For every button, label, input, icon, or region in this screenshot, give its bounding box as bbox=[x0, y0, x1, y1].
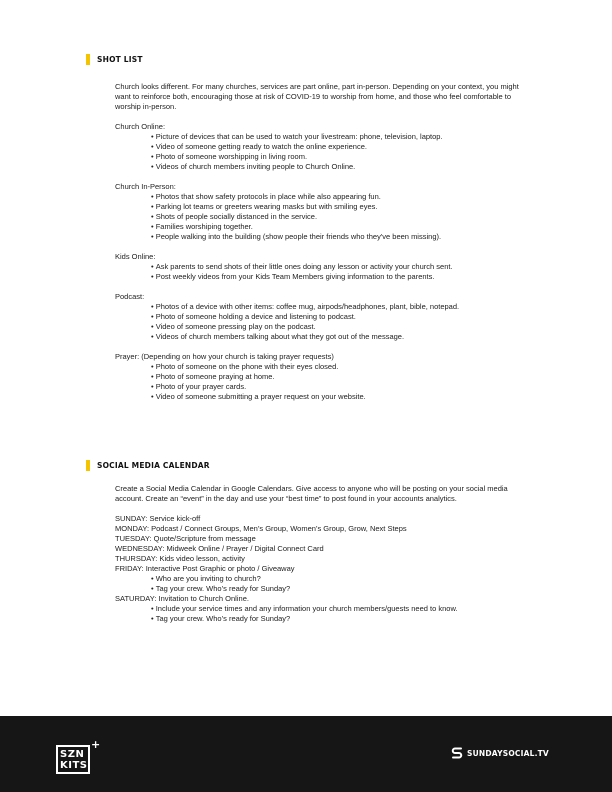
shot-group-church-in-person bbox=[115, 182, 525, 242]
heading-accent-bar bbox=[86, 460, 90, 471]
group-label: Podcast: bbox=[115, 292, 145, 301]
shot-group-prayer bbox=[115, 352, 525, 402]
calendar-day-friday: FRIDAY: Interactive Post Graphic or photo / Giveaway bbox=[115, 564, 295, 573]
heading-accent-bar bbox=[86, 54, 90, 65]
list-item: • Photo of someone praying at home. bbox=[151, 372, 525, 382]
shot-group-church-online bbox=[115, 122, 525, 172]
shot-group-kids-online bbox=[115, 252, 525, 282]
group-label: Kids Online: bbox=[115, 252, 156, 261]
list-item: • Video of someone submitting a prayer request on your website. bbox=[151, 392, 525, 402]
list-item: • Video of someone getting ready to watch the online experience. bbox=[151, 142, 525, 152]
group-label: Prayer: (Depending on how your church is taking prayer requests) bbox=[115, 352, 334, 361]
brand-url: SUNDAYSOCIAL.TV bbox=[467, 748, 549, 758]
list-item: • Picture of devices that can be used to watch your livestream: phone, television, laptop. bbox=[151, 132, 525, 142]
shot-list-heading bbox=[86, 54, 143, 65]
szn-kits-logo bbox=[56, 738, 101, 774]
list-item: • Videos of church members talking about what they got out of the message. bbox=[151, 332, 525, 342]
list-item: • Photo of someone holding a device and listening to podcast. bbox=[151, 312, 525, 322]
list-item: • Photos that show safety protocols in place while also appearing fun. bbox=[151, 192, 525, 202]
sundaysocial-brand bbox=[451, 746, 549, 760]
calendar-day-sunday: SUNDAY: Service kick-off bbox=[115, 514, 201, 523]
social-calendar-intro: Create a Social Media Calendar in Google Calendars. Give access to anyone who will be posting on your social media account. Create an “event” in the day and use your “best time” to post found in your accounts analytics. bbox=[115, 484, 508, 503]
list-item: • Photo of someone on the phone with their eyes closed. bbox=[151, 362, 525, 372]
list-item: • Video of someone pressing play on the podcast. bbox=[151, 322, 525, 332]
calendar-days bbox=[115, 514, 525, 624]
calendar-day-saturday: SATURDAY: Invitation to Church Online. bbox=[115, 594, 249, 603]
list-item: • Who are you inviting to church? bbox=[151, 574, 525, 584]
list-item: • Parking lot teams or greeters wearing masks but with smiling eyes. bbox=[151, 202, 525, 212]
list-item: • Photo of someone worshipping in living room. bbox=[151, 152, 525, 162]
calendar-day-thursday: THURSDAY: Kids video lesson, activity bbox=[115, 554, 245, 563]
footer bbox=[0, 716, 612, 792]
list-item: • Shots of people socially distanced in the service. bbox=[151, 212, 525, 222]
calendar-day-tuesday: TUESDAY: Quote/Scripture from message bbox=[115, 534, 256, 543]
social-calendar-title: SOCIAL MEDIA CALENDAR bbox=[97, 461, 210, 470]
list-item: • Post weekly videos from your Kids Team Members giving information to the parents. bbox=[151, 272, 525, 282]
list-item: • Photo of your prayer cards. bbox=[151, 382, 525, 392]
s-logo-icon bbox=[451, 746, 463, 760]
list-item: • Include your service times and any information your church members/guests need to know. bbox=[151, 604, 525, 614]
shot-list-title: SHOT LIST bbox=[97, 55, 143, 64]
list-item: • Families worshiping together. bbox=[151, 222, 525, 232]
list-item: • Ask parents to send shots of their little ones doing any lesson or activity your church sent. bbox=[151, 262, 525, 272]
calendar-day-monday: MONDAY: Podcast / Connect Groups, Men’s Group, Women’s Group, Grow, Next Steps bbox=[115, 524, 407, 533]
calendar-day-wednesday: WEDNESDAY: Midweek Online / Prayer / Digital Connect Card bbox=[115, 544, 324, 553]
list-item: • Tag your crew. Who’s ready for Sunday? bbox=[151, 614, 525, 624]
logo-plus-icon: + bbox=[91, 738, 101, 751]
list-item: • Tag your crew. Who’s ready for Sunday? bbox=[151, 584, 525, 594]
social-calendar-body bbox=[115, 484, 525, 624]
shot-list-intro: Church looks different. For many churches, services are part online, part in-person. Depending on your context, you might want to reinforce both, encouraging those at risk of COVID-19 to worship from home, and those who feel comfortable to worship in-person. bbox=[115, 82, 519, 111]
list-item: • Videos of church members inviting people to Church Online. bbox=[151, 162, 525, 172]
shot-group-podcast bbox=[115, 292, 525, 342]
list-item: • People walking into the building (show people their friends who they've been missing). bbox=[151, 232, 525, 242]
logo-line-2: KITS bbox=[60, 760, 88, 771]
group-label: Church In-Person: bbox=[115, 182, 176, 191]
shot-list-body bbox=[115, 82, 525, 402]
logo-line-1: SZN bbox=[60, 749, 85, 760]
list-item: • Photos of a device with other items: coffee mug, airpods/headphones, plant, bible, notepad. bbox=[151, 302, 525, 312]
social-calendar-heading bbox=[86, 460, 210, 471]
group-label: Church Online: bbox=[115, 122, 166, 131]
